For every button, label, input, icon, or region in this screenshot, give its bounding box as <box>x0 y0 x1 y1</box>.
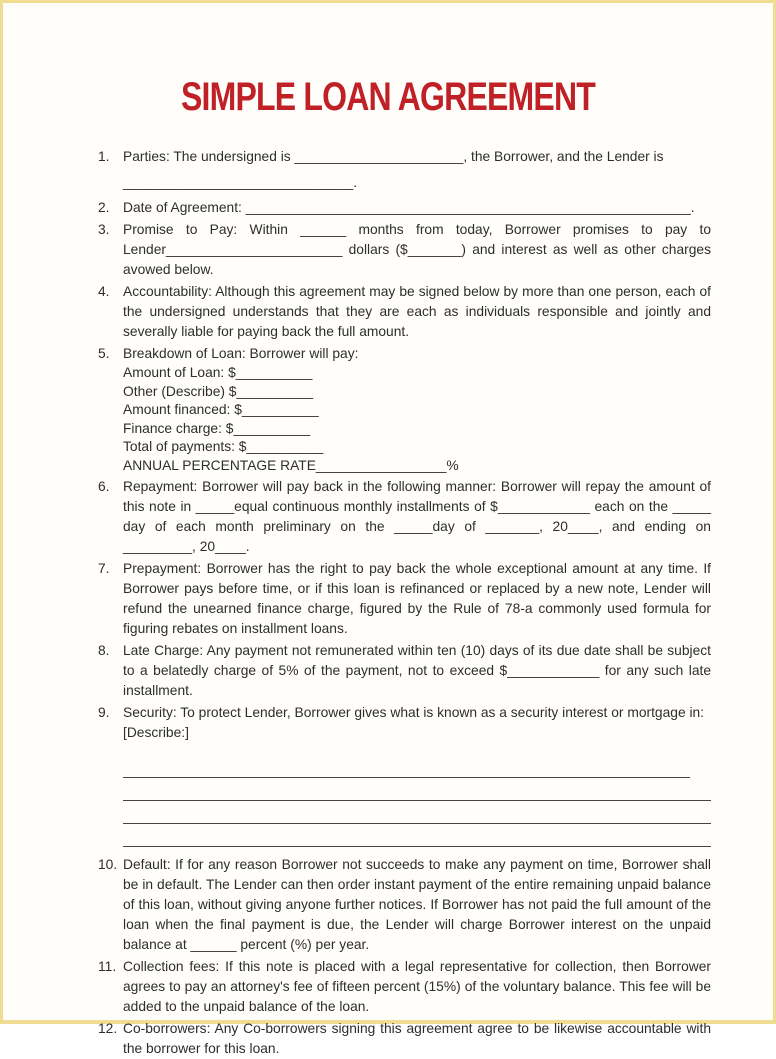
clause-text: Promise to Pay: Within ______ months from today, Borrower promises to pay to Lender_______________________ dollars ($_______) and interest as well as other charges avowed below. <box>123 222 711 277</box>
agreement-clause-list <box>98 144 711 1059</box>
clause-breakdown-of-loan <box>98 344 711 475</box>
breakdown-total-payments: Total of payments: $__________ <box>123 439 324 454</box>
write-line <box>123 824 711 847</box>
clause-text: Co-borrowers: Any Co-borrowers signing this agreement agree to be likewise accountable with the borrower for this loan. <box>123 1021 711 1056</box>
clause-text: Repayment: Borrower will pay back in the following manner: Borrower will repay the amount of this note in _____equal continuous monthly installments of $____________ each on the _____ day of each month preliminary on the _____day of _______, 20____, and ending on _________, 20____. <box>123 479 711 554</box>
clause-date-of-agreement <box>98 198 711 218</box>
clause-number: 12. <box>98 1021 118 1036</box>
clause-text: Accountability: Although this agreement may be signed below by more than one person, each of the undersigned understands that they are each as individuals responsible and jointly and severally liable for paying back the full amount. <box>123 284 711 339</box>
clause-number: 7. <box>98 561 110 576</box>
clause-accountability <box>98 282 711 342</box>
clause-text: Security: To protect Lender, Borrower gives what is known as a security interest or mortgage in: [Describe:] <box>123 705 705 740</box>
clause-repayment <box>98 477 711 557</box>
clause-number: 1. <box>98 149 110 164</box>
clause-default <box>98 855 711 955</box>
clause-prepayment <box>98 559 711 639</box>
clause-text: Late Charge: Any payment not remunerated within ten (10) days of its due date shall be subject to a belatedly charge of 5% of the payment, not to exceed $____________ for any such late installment. <box>123 643 711 698</box>
breakdown-finance-charge: Finance charge: $__________ <box>123 420 311 436</box>
clause-collection-fees <box>98 957 711 1017</box>
breakdown-amount-of-loan: Amount of Loan: $__________ <box>123 365 313 380</box>
clause-text: Collection fees: If this note is placed with a legal representative for collection, then Borrower agrees to pay an attorney's fee of fifteen percent (15%) of the voluntary balance. This fee will be added to the unpaid balance of the loan. <box>123 959 711 1014</box>
clause-late-charge <box>98 641 711 701</box>
clause-text: Breakdown of Loan: Borrower will pay: <box>123 346 359 361</box>
clause-number: 3. <box>98 222 110 237</box>
document-title: SIMPLE LOAN AGREEMENT <box>180 75 596 119</box>
clause-number: 8. <box>98 643 110 658</box>
write-line <box>123 801 711 824</box>
clause-text: Date of Agreement: __________________________________________________________. <box>123 200 695 215</box>
clause-text: Parties: The undersigned is ______________________, the Borrower, and the Lender is ______________________________. <box>123 149 664 190</box>
clause-co-borrowers <box>98 1019 711 1059</box>
breakdown-other-describe: Other (Describe) $__________ <box>123 383 314 399</box>
clause-number: 5. <box>98 346 110 361</box>
clause-number: 2. <box>98 200 110 215</box>
clause-number: 9. <box>98 705 110 720</box>
clause-number: 10. <box>98 857 118 872</box>
breakdown-amount-financed: Amount financed: $__________ <box>123 402 319 417</box>
write-line <box>123 755 690 778</box>
breakdown-annual-percentage-rate: ANNUAL PERCENTAGE RATE_________________% <box>123 457 459 473</box>
clause-parties <box>98 144 711 196</box>
clause-number: 11. <box>98 959 117 974</box>
clause-security <box>98 703 711 847</box>
clause-number: 4. <box>98 284 110 299</box>
clause-promise-to-pay <box>98 220 711 280</box>
write-line <box>123 778 711 801</box>
clause-text: Default: If for any reason Borrower not succeeds to make any payment on time, Borrower shall be in default. The Lender can then order instant payment of the entire remaining unpaid balance of this loan, without giving anyone further notices. If Borrower has not paid the full amount of the loan when the final payment is due, the Lender will charge Borrower interest on the unpaid balance at ______ percent (%) per year. <box>123 857 711 952</box>
clause-number: 6. <box>98 479 110 494</box>
clause-text: Prepayment: Borrower has the right to pay back the whole exceptional amount at any time. If Borrower pays before time, or if this loan is refinanced or replaced by a new note, Lender will refund the unearned finance charge, figured by the Rule of 78-a commonly used formula for figuring rebates on installment loans. <box>123 561 711 636</box>
